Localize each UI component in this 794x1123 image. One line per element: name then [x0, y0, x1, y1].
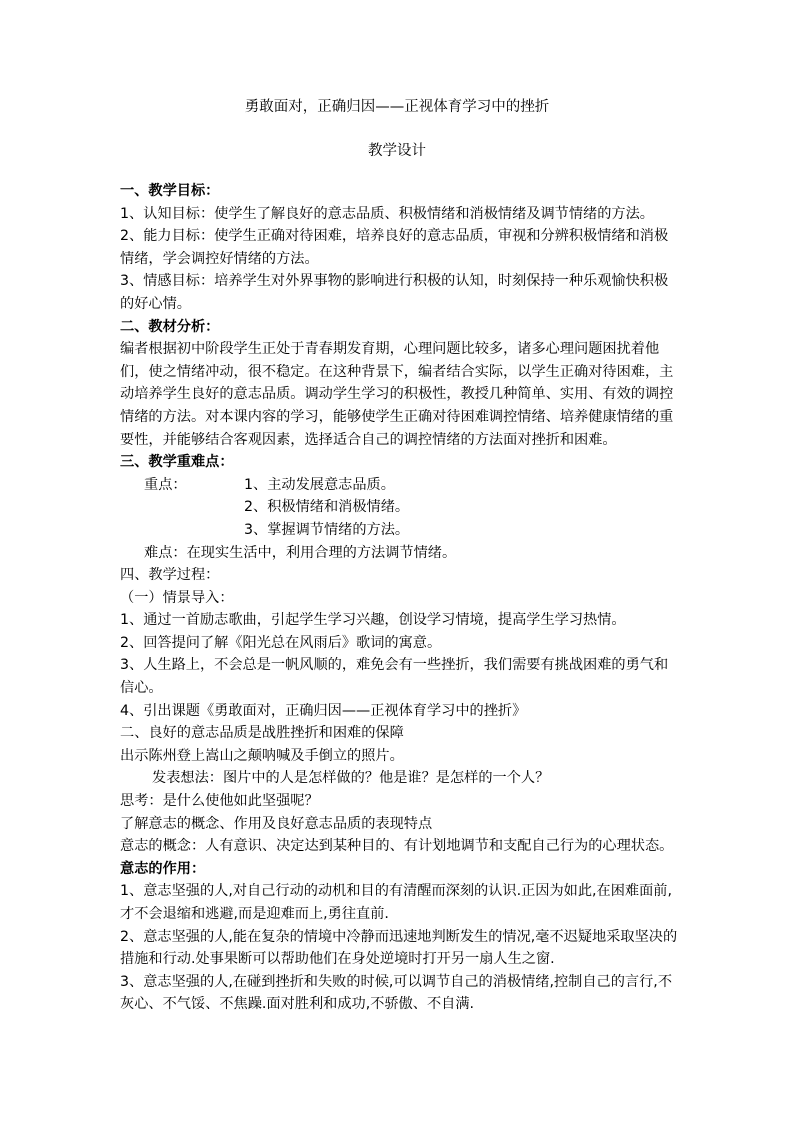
role-item: 2、意志坚强的人,能在复杂的情境中冷静而迅速地判断发生的情况,毫不迟疑地采取坚决的措施和行动.处事果断可以帮助他们在身处逆境时打开另一扇人生之窗.: [120, 928, 678, 968]
key-point-item: 3、掌握调节情绪的方法。: [244, 521, 410, 538]
section-heading-key-points: 三、教学重难点：: [120, 454, 234, 471]
key-point-item: 2、积极情绪和消极情绪。: [244, 499, 410, 516]
intro-item: 3、人生路上，不会总是一帆风顺的，难免会有一些挫折，我们需要有挑战困难的勇气和信心。: [120, 657, 669, 697]
understand-line: 了解意志的概念、作用及良好意志品质的表现特点: [120, 815, 433, 832]
section-heading-objectives: 一、教学目标：: [120, 183, 220, 199]
role-heading: 意志的作用：: [120, 860, 206, 877]
intro-item: 4、引出课题《勇敢面对，正确归因——正视体育学习中的挫折》: [120, 702, 527, 719]
photo-line: 出示陈州登上嵩山之颠呐喊及手倒立的照片。: [120, 747, 404, 764]
part-heading-will: 二、良好的意志品质是战胜挫折和困难的保障: [120, 725, 404, 742]
concept-paragraph: 意志的概念：人有意识、决定达到某种目的、有计划地调节和支配自己行为的心理状态。: [120, 838, 674, 855]
page-title: 勇敢面对，正确归因——正视体育学习中的挫折: [244, 99, 550, 115]
intro-item: 2、回答提问了解《阳光总在风雨后》歌词的寓意。: [120, 634, 442, 651]
section-heading-process: 四、教学过程：: [120, 567, 220, 584]
objective-item: 1、认知目标：使学生了解良好的意志品质、积极情绪和消极情绪及调节情绪的方法。: [120, 205, 654, 222]
opinion-line: 发表想法：图片中的人是怎样做的？他是谁？是怎样的一个人？: [152, 770, 550, 787]
document-body: [120, 180, 680, 1016]
analysis-paragraph: 编者根据初中阶段学生正处于青春期发育期，心理问题比较多，诸多心理问题困扰着他们，使之情绪冲动，很不稳定。在这种背景下，编者结合实际，以学生正确对待困难，主动培养学生良好的意志品质。调动学生学习的积极性，教授几种简单、实用、有效的调控情绪的方法。对本课内容的学习，能够使学生正确对待困难调控情绪、培养健康情绪的重要性，并能够结合客观因素，选择适合自己的调控情绪的方法面对挫折和困难。: [120, 341, 674, 448]
objective-item: 3、情感目标：培养学生对外界事物的影响进行积极的认知，时刻保持一种乐观愉快积极的好心情。: [120, 273, 669, 312]
intro-item: 1、通过一首励志歌曲，引起学生学习兴趣，创设学习情境，提高学生学习热情。: [120, 612, 626, 629]
objective-item: 2、能力目标：使学生正确对待困难，培养良好的意志品质，审视和分辨积极情绪和消极情绪，学会调控好情绪的方法。: [120, 228, 669, 267]
difficulty-line: 难点：在现实生活中，利用合理的方法调节情绪。: [144, 544, 457, 561]
page-subtitle: 教学设计: [368, 143, 426, 159]
key-points-label: 重点：: [144, 476, 187, 493]
think-line: 思考：是什么使他如此坚强呢？: [120, 793, 319, 810]
part-heading-intro: （一）情景导入：: [120, 589, 234, 606]
role-item: 3、意志坚强的人,在碰到挫折和失败的时候,可以调节自己的消极情绪,控制自己的言行,不灰心、不气馁、不焦躁.面对胜利和成功,不骄傲、不自满.: [120, 973, 673, 1013]
key-points-row: [120, 474, 680, 497]
role-item: 1、意志坚强的人,对自己行动的动机和目的有清醒而深刻的认识.正因为如此,在困难面前,才不会退缩和逃避,而是迎难而上,勇往直前.: [120, 883, 673, 922]
section-heading-analysis: 二、教材分析：: [120, 318, 220, 335]
key-point-item: 1、主动发展意志品质。: [244, 476, 395, 493]
